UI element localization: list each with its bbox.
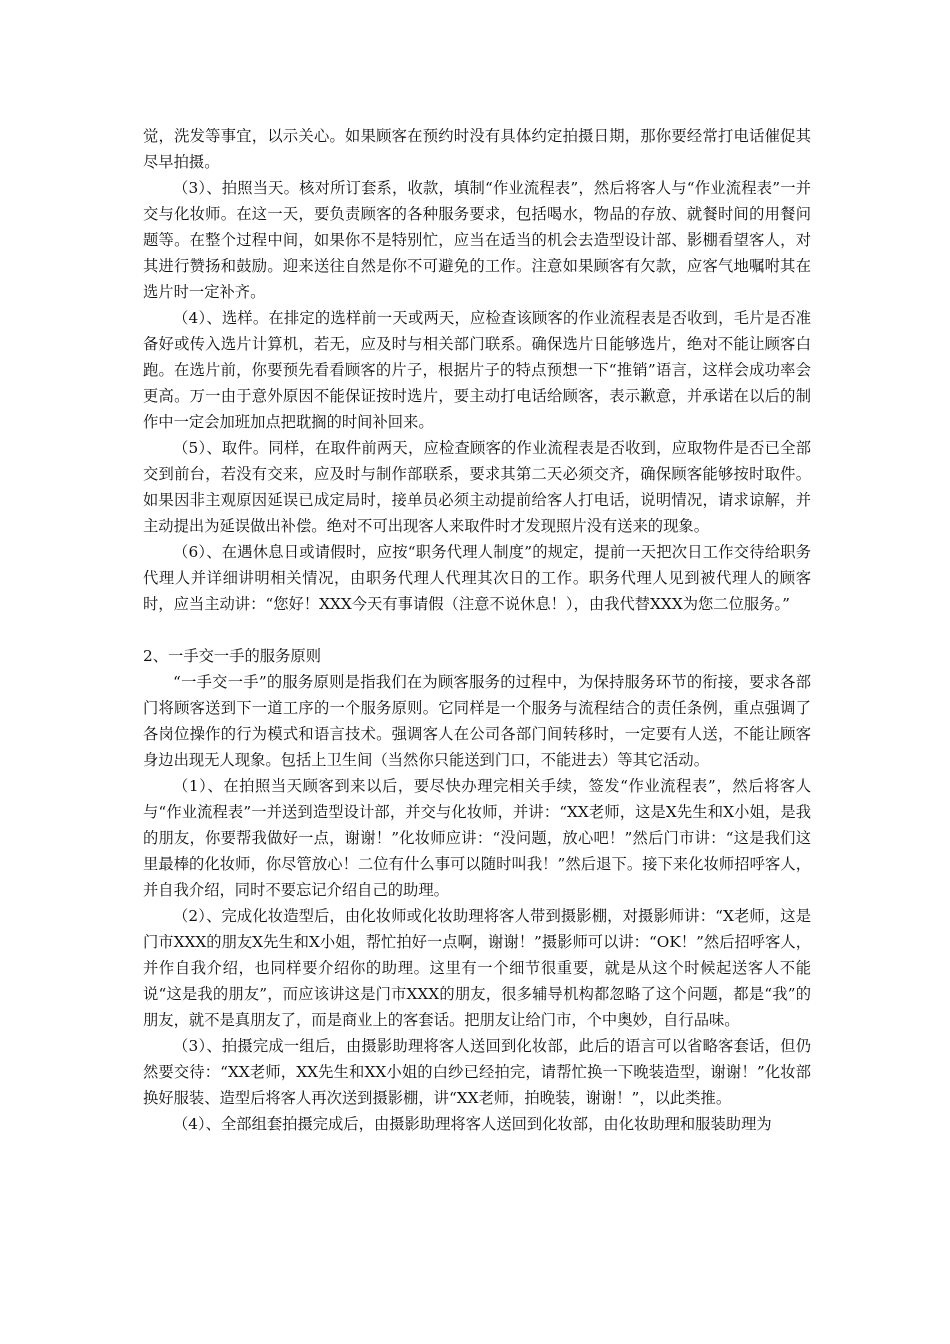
paragraph: （4）、全部组套拍摄完成后，由摄影助理将客人送回到化妆部，由化妆助理和服装助理为 [173, 1115, 772, 1133]
paragraph: “一手交一手”的服务原则是指我们在为顾客服务的过程中，为保持服务环节的衔接，要求各部门将顾客送到下一道工序的一个服务原则。它同样是一个服务与流程结合的责任条例，重点强调了各岗位操作的行为模式和语言技术。强调客人在公司各部门间转移时，一定要有人送，不能让顾客身边出现无人现象。包括上卫生间（当然你只能送到门口，不能进去）等其它活动。 [143, 673, 811, 769]
paragraph: 觉，洗发等事宜，以示关心。如果顾客在预约时没有具体约定拍摄日期，那你要经常打电话催促其尽早拍摄。 [143, 127, 811, 171]
blank-line [143, 617, 811, 643]
paragraph: （1）、在拍照当天顾客到来以后，要尽快办理完相关手续，签发“作业流程表”，然后将客人与“作业流程表”一并送到造型设计部，并交与化妆师，并讲：“XX老师，这是X先生和X小姐，是我的朋友，你要帮我做好一点，谢谢！”化妆师应讲：“没问题，放心吧！”然后门市讲：“这是我们这里最棒的化妆师，你尽管放心！二位有什么事可以随时叫我！”然后退下。接下来化妆师招呼客人，并自我介绍，同时不要忘记介绍自己的助理。 [143, 777, 811, 899]
section-heading: 2、一手交一手的服务原则 [143, 647, 321, 665]
paragraph: （2）、完成化妆造型后，由化妆师或化妆助理将客人带到摄影棚，对摄影师讲：“X老师，这是门市XXX的朋友X先生和X小姐，帮忙拍好一点啊，谢谢！”摄影师可以讲：“OK！”然后招呼客人，并作自我介绍，也同样要介绍你的助理。这里有一个细节很重要，就是从这个时候起送客人不能说“这是我的朋友”，而应该讲这是门市XXX的朋友，很多辅导机构都忽略了这个问题，都是“我”的朋友，就不是真朋友了，而是商业上的客套话。把朋友让给门市，个中奥妙，自行品味。 [143, 907, 811, 1029]
paragraph: （3）、拍摄完成一组后，由摄影助理将客人送回到化妆部，此后的语言可以省略客套话，但仍然要交待：“XX老师，XX先生和XX小姐的白纱已经拍完，请帮忙换一下晚装造型，谢谢！”化妆部换好服装、造型后将客人再次送到摄影棚，讲“XX老师，拍晚装，谢谢！”，以此类推。 [143, 1037, 811, 1107]
paragraph: （3）、拍照当天。核对所订套系，收款，填制“作业流程表”，然后将客人与“作业流程表”一并交与化妆师。在这一天，要负责顾客的各种服务要求，包括喝水，物品的存放、就餐时间的用餐问题等。在整个过程中间，如果你不是特别忙，应当在适当的机会去造型设计部、影棚看望客人，对其进行赞扬和鼓励。迎来送往自然是你不可避免的工作。注意如果顾客有欠款，应客气地嘱咐其在选片时一定补齐。 [143, 179, 811, 301]
document-body [143, 123, 811, 1137]
paragraph: （6）、在遇休息日或请假时，应按“职务代理人制度”的规定，提前一天把次日工作交待给职务代理人并详细讲明相关情况，由职务代理人代理其次日的工作。职务代理人见到被代理人的顾客时，应当主动讲：“您好！XXX今天有事请假（注意不说休息！），由我代替XXX为您二位服务。” [143, 543, 811, 613]
paragraph: （5）、取件。同样，在取件前两天，应检查顾客的作业流程表是否收到，应取物件是否已全部交到前台，若没有交来，应及时与制作部联系，要求其第二天必须交齐，确保顾客能够按时取件。如果因非主观原因延误已成定局时，接单员必须主动提前给客人打电话，说明情况，请求谅解，并主动提出为延误做出补偿。绝对不可出现客人来取件时才发现照片没有送来的现象。 [143, 439, 811, 535]
paragraph: （4）、选样。在排定的选样前一天或两天，应检查该顾客的作业流程表是否收到，毛片是否准备好或传入选片计算机，若无，应及时与相关部门联系。确保选片日能够选片，绝对不能让顾客白跑。在选片前，你要预先看看顾客的片子，根据片子的特点预想一下“推销”语言，这样会成功率会更高。万一由于意外原因不能保证按时选片，要主动打电话给顾客，表示歉意，并承诺在以后的制作中一定会加班加点把耽搁的时间补回来。 [143, 309, 811, 431]
